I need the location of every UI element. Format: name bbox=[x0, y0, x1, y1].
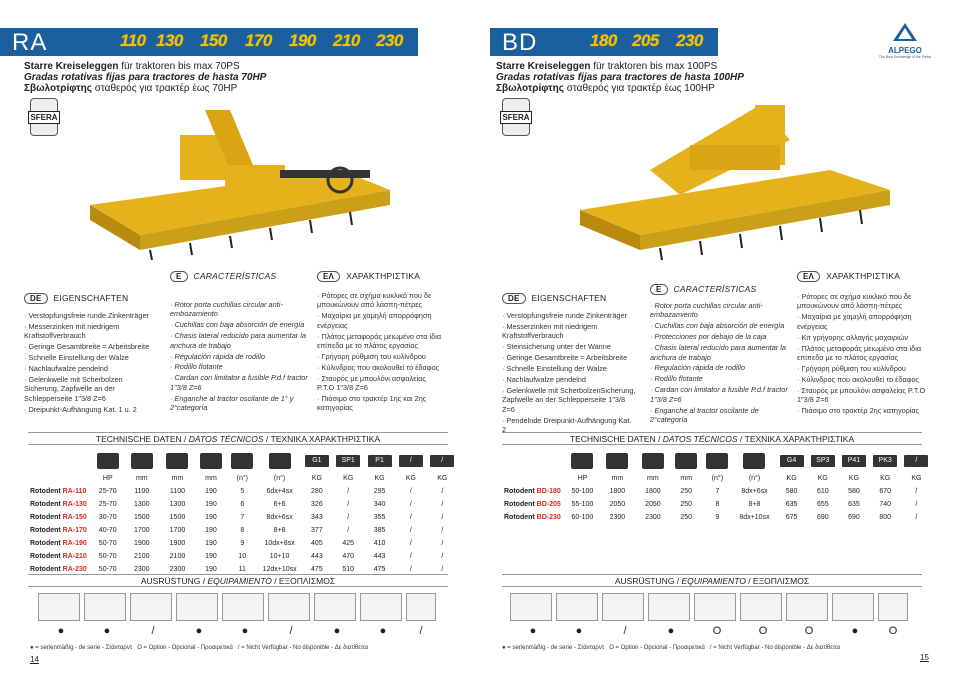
table-row bbox=[28, 537, 458, 550]
depth-icon bbox=[675, 453, 697, 469]
spec-value: 1500 bbox=[160, 511, 196, 524]
spec-value: 295 bbox=[364, 485, 395, 498]
spec-value: 12dx+10sx bbox=[258, 563, 301, 576]
spec-value: / bbox=[395, 485, 426, 498]
tractor-icon bbox=[97, 453, 119, 469]
left-model: 210 bbox=[333, 31, 360, 50]
feature: · Σταυρός με μπουλόνι ασφαλείας P.T.O 1"3/8 Z=6 bbox=[317, 373, 426, 393]
right-accessory-marks: ● ● / ● O O O ● O bbox=[529, 625, 898, 637]
spec-value: / bbox=[427, 524, 458, 537]
left-model: 130 bbox=[156, 31, 183, 50]
spec-value: / bbox=[427, 511, 458, 524]
rotors-icon bbox=[231, 453, 253, 469]
spec-value: 190 bbox=[195, 511, 226, 524]
depth-icon bbox=[200, 453, 222, 469]
right-es-title: E CARACTERÍSTICAS bbox=[650, 284, 756, 295]
feature: · Regulación rápida de rodillo bbox=[170, 351, 265, 361]
spec-value: 190 bbox=[195, 498, 226, 511]
spec-value: 405 bbox=[301, 537, 332, 550]
rotors-icon bbox=[706, 453, 728, 469]
spec-value: 2300 bbox=[160, 563, 196, 576]
left-machine-image bbox=[80, 110, 410, 260]
spec-value: 8+8 bbox=[258, 524, 301, 537]
left-tech-table bbox=[28, 450, 458, 577]
spec-value: 2300 bbox=[635, 511, 670, 524]
left-model: 190 bbox=[289, 31, 316, 50]
right-el-list bbox=[797, 292, 927, 417]
feature: · Κύλινδρος που ακολουθεί το έδαφος bbox=[317, 362, 440, 372]
right-model: 230 bbox=[676, 31, 703, 50]
spec-value: 190 bbox=[195, 524, 226, 537]
model-name: Rotodent BD-205 bbox=[502, 498, 565, 511]
spec-value: 190 bbox=[195, 537, 226, 550]
spec-value: 10+10 bbox=[258, 550, 301, 563]
working-width-icon bbox=[131, 453, 153, 469]
spec-value: 470 bbox=[333, 550, 364, 563]
spec-value: 50-70 bbox=[92, 537, 124, 550]
spec-value: 2050 bbox=[635, 498, 670, 511]
spec-value: 9 bbox=[702, 511, 733, 524]
spec-value: 6 bbox=[227, 498, 258, 511]
spec-value: 8 bbox=[702, 498, 733, 511]
right-es-list bbox=[650, 301, 792, 426]
gearbox-label: P41 bbox=[842, 455, 866, 467]
spec-value: 7 bbox=[702, 485, 733, 498]
blades-icon bbox=[269, 453, 291, 469]
accessory-image bbox=[786, 593, 828, 621]
right-de-list bbox=[502, 311, 637, 436]
spec-value: / bbox=[427, 550, 458, 563]
spec-value: 690 bbox=[838, 511, 869, 524]
left-es-title: E CARACTERÍSTICAS bbox=[170, 271, 276, 282]
model-name: Rotodent RA-130 bbox=[28, 498, 92, 511]
feature: · Rotor porta cuchillas circular anti-embozamiento bbox=[170, 300, 283, 319]
spec-value: 800 bbox=[870, 511, 901, 524]
spec-value: / bbox=[427, 498, 458, 511]
spec-value: 280 bbox=[301, 485, 332, 498]
right-subtitle: Starre Kreiseleggen für traktoren bis max 100PS Gradas rotativas fijas para tractores de hasta 100HP Σβωλοτρίφτης σταθερός για τρακτέρ έως 100HP bbox=[496, 61, 744, 94]
left-model: 110 bbox=[120, 31, 146, 50]
feature: · Verstopfungsfreie runde Zinkenträger bbox=[502, 311, 627, 320]
right-tech-header: TECHNISCHE DATEN / DATOS TÉCNICOS / ΤΕΧΝΙΚΑ ΧΑΡΑΚΤΗΡΙΣΤΙΚΑ bbox=[502, 432, 922, 445]
gearbox-label: P1 bbox=[368, 455, 392, 467]
feature: · Πλάτος μεταφοράς μειωμένο στα ίδια επίπεδα με το πλάτος εργασίας bbox=[797, 343, 922, 362]
spec-value: / bbox=[395, 563, 426, 576]
feature: · Schnelle Einstellung der Walze bbox=[24, 353, 129, 363]
feature: · Cuchillas con baja absorción de energía bbox=[170, 320, 305, 330]
feature: · Cardan con limitator a fusible P.d.f tractor 1"3/8 Z=6 bbox=[170, 373, 308, 392]
units-row: HP mm mm mm (n°) (n°) KG KG KG KG KG bbox=[102, 475, 448, 482]
feature: · Messerzinken mit niedrigem Kraftstoffverbrauch bbox=[24, 321, 120, 341]
right-el-title: ΕΛ ΧΑΡΑΚΤΗΡΙΣΤΙΚΑ bbox=[797, 271, 900, 282]
feature: · Κιτ γρήγορης αλλαγής μαχαιριών bbox=[797, 332, 909, 342]
model-name: Rotodent RA-210 bbox=[28, 550, 92, 563]
feature: · Chasis lateral reducido para aumentar la anchura de trabajo bbox=[650, 343, 786, 362]
spec-value: / bbox=[333, 524, 364, 537]
table-row bbox=[502, 485, 932, 498]
feature: · Nachlaufwalze pendelnd bbox=[24, 364, 108, 374]
spec-value: 580 bbox=[776, 485, 807, 498]
table-row bbox=[28, 511, 458, 524]
spec-value: 635 bbox=[776, 498, 807, 511]
feature: · Gelenkwelle mit Scherbolzen Sicherung, Zapfwelle an der Schlepperseite 1"3/8 Z=6 bbox=[24, 374, 123, 403]
feature: · Rodillo flotante bbox=[650, 374, 703, 384]
spec-value: 8dx+6sx bbox=[733, 485, 776, 498]
feature: · Pendelnde Dreipunkt-Aufhängung Kat. 2 bbox=[502, 415, 632, 434]
left-de-title: DE EIGENSCHAFTEN bbox=[24, 293, 128, 304]
spec-value: 343 bbox=[301, 511, 332, 524]
page-number-left: 14 bbox=[30, 655, 39, 664]
feature: · Πιάσιμο στο τρακτέρ 1ης και 2ης κατηγορίας bbox=[317, 394, 427, 413]
spec-value: 690 bbox=[807, 511, 838, 524]
spec-value: 7 bbox=[227, 511, 258, 524]
feature: · Γρήγορη ρύθμιση του κυλίνδρου bbox=[317, 351, 426, 361]
spec-value: 250 bbox=[671, 511, 702, 524]
sfera-logo: SFERA bbox=[30, 98, 58, 136]
spec-value: / bbox=[427, 485, 458, 498]
spec-value: 385 bbox=[364, 524, 395, 537]
spec-value: 8 bbox=[227, 524, 258, 537]
feature: · Cuchillas con baja absorción de energía bbox=[650, 321, 785, 331]
gearbox-label: G4 bbox=[780, 455, 804, 467]
model-name: Rotodent RA-150 bbox=[28, 511, 92, 524]
gearbox-label: / bbox=[904, 455, 928, 467]
table-row bbox=[502, 498, 932, 511]
feature: · Dreipunkt-Aufhängung Kat. 1 u. 2 bbox=[24, 404, 137, 414]
gearbox-label: / bbox=[399, 455, 423, 467]
spec-value: 1900 bbox=[124, 537, 160, 550]
working-width-icon bbox=[606, 453, 628, 469]
accessory-image bbox=[314, 593, 356, 621]
spec-value: 5 bbox=[227, 485, 258, 498]
spec-value: 1100 bbox=[160, 485, 196, 498]
table-row bbox=[502, 511, 932, 524]
model-name: Rotodent RA-110 bbox=[28, 485, 92, 498]
spec-value: 9 bbox=[227, 537, 258, 550]
tractor-icon bbox=[571, 453, 593, 469]
spec-value: 25-70 bbox=[92, 498, 124, 511]
spec-value: 475 bbox=[364, 563, 395, 576]
spec-value: / bbox=[395, 537, 426, 550]
feature: · Μαχαίρια με χαμηλή απορρόφηση ενέργειας bbox=[317, 311, 432, 330]
spec-value: 1100 bbox=[124, 485, 160, 498]
accessory-image bbox=[176, 593, 218, 621]
left-es-list bbox=[170, 300, 310, 414]
spec-value: 50-100 bbox=[565, 485, 599, 498]
feature: · Chasis lateral reducido para aumentar la anchura de trabajo bbox=[170, 331, 306, 350]
page-number-right: 15 bbox=[920, 653, 929, 662]
spec-value: 1300 bbox=[124, 498, 160, 511]
blades-icon bbox=[743, 453, 765, 469]
accessory-image bbox=[130, 593, 172, 621]
feature: · Enganche al tractor oscilante de 2°categoría bbox=[650, 405, 759, 424]
spec-value: 580 bbox=[838, 485, 869, 498]
feature: · Geringe Gesamtbreite = Arbeitsbreite bbox=[502, 353, 628, 363]
spec-value: 510 bbox=[333, 563, 364, 576]
accessory-image bbox=[268, 593, 310, 621]
right-model: 205 bbox=[632, 31, 659, 50]
spec-value: 326 bbox=[301, 498, 332, 511]
spec-value: 8dx+6sx bbox=[258, 511, 301, 524]
accessory-image bbox=[878, 593, 908, 621]
accessory-image bbox=[602, 593, 644, 621]
model-name: Rotodent RA-230 bbox=[28, 563, 92, 576]
left-el-list bbox=[317, 291, 445, 414]
spec-value: / bbox=[395, 524, 426, 537]
spec-value: 2100 bbox=[124, 550, 160, 563]
spec-value: 2300 bbox=[124, 563, 160, 576]
spec-value: 10 bbox=[227, 550, 258, 563]
spec-value: 8+8 bbox=[733, 498, 776, 511]
spec-value: 1700 bbox=[124, 524, 160, 537]
spec-value: 1500 bbox=[124, 511, 160, 524]
spec-value: 355 bbox=[364, 511, 395, 524]
table-row bbox=[28, 550, 458, 563]
spec-value: 6dx+4sx bbox=[258, 485, 301, 498]
accessory-image bbox=[406, 593, 436, 621]
accessory-image bbox=[694, 593, 736, 621]
feature: · Σταυρός με μπουλόνι ασφαλείας P.T.O 1"3/8 Z=6 bbox=[797, 385, 926, 405]
gearbox-label: / bbox=[430, 455, 454, 467]
feature: · Verstopfungsfreie runde Zinkenträger bbox=[24, 311, 149, 320]
feature: · Regulación rápida de rodillo bbox=[650, 363, 745, 373]
spec-value: / bbox=[333, 498, 364, 511]
accessory-image bbox=[556, 593, 598, 621]
spec-value: 55-100 bbox=[565, 498, 599, 511]
table-row bbox=[28, 524, 458, 537]
left-de-list bbox=[24, 311, 152, 416]
left-title-bar bbox=[0, 28, 418, 56]
model-name: Rotodent RA-190 bbox=[28, 537, 92, 550]
feature: · Πλάτος μεταφοράς μειωμένο στα ίδια επίπεδα με το πλάτος εργασίας bbox=[317, 331, 442, 351]
right-de-title: DE EIGENSCHAFTEN bbox=[502, 293, 606, 304]
spec-value: 190 bbox=[195, 550, 226, 563]
left-tech-header: TECHNISCHE DATEN / DATOS TÉCNICOS / ΤΕΧΝΙΚΑ ΧΑΡΑΚΤΗΡΙΣΤΙΚΑ bbox=[28, 432, 448, 445]
feature: · Ρότορες σε σχήμα κυκλικό που δε μπουκώνουν από λάσπη-πέτρες bbox=[797, 292, 912, 311]
gearbox-label: SP1 bbox=[336, 455, 360, 467]
accessory-image bbox=[510, 593, 552, 621]
feature: · Rodillo flotante bbox=[170, 362, 223, 372]
spec-value: 475 bbox=[301, 563, 332, 576]
spec-value: / bbox=[427, 563, 458, 576]
spec-value: / bbox=[333, 511, 364, 524]
spec-value: 8dx+10sx bbox=[733, 511, 776, 524]
spec-value: / bbox=[333, 485, 364, 498]
spec-value: 740 bbox=[870, 498, 901, 511]
table-row bbox=[28, 498, 458, 511]
alpego-triangle-icon bbox=[892, 22, 918, 42]
left-model: 150 bbox=[200, 31, 227, 50]
accessory-image bbox=[832, 593, 874, 621]
spec-value: 2300 bbox=[600, 511, 635, 524]
spec-value: / bbox=[901, 498, 932, 511]
right-accessory-images bbox=[510, 593, 908, 621]
spec-value: 2100 bbox=[160, 550, 196, 563]
accessory-image bbox=[648, 593, 690, 621]
spec-value: / bbox=[901, 485, 932, 498]
model-name: Rotodent BD-180 bbox=[502, 485, 565, 498]
spec-value: 6+6 bbox=[258, 498, 301, 511]
spec-value: 1800 bbox=[635, 485, 670, 498]
feature: · Protecciones por debajo de la caja bbox=[650, 332, 767, 342]
left-el-title: ΕΛ ΧΑΡΑΚΤΗΡΙΣΤΙΚΑ bbox=[317, 271, 420, 282]
feature: · Μαχαίρια με χαμηλή απορρόφηση ενέργειας bbox=[797, 312, 912, 331]
spec-value: 250 bbox=[671, 485, 702, 498]
table-row bbox=[28, 485, 458, 498]
spec-value: 1900 bbox=[160, 537, 196, 550]
feature: · Schnelle Einstellung der Walze bbox=[502, 364, 607, 374]
spec-value: 10dx+8sx bbox=[258, 537, 301, 550]
spec-value: 635 bbox=[838, 498, 869, 511]
accessory-image bbox=[360, 593, 402, 621]
spec-value: 377 bbox=[301, 524, 332, 537]
feature: · Κύλινδρος που ακολουθεί το έδαφος bbox=[797, 374, 920, 384]
spec-value: 190 bbox=[195, 563, 226, 576]
spec-value: / bbox=[395, 550, 426, 563]
total-width-icon bbox=[166, 453, 188, 469]
spec-value: 1300 bbox=[160, 498, 196, 511]
spec-value: 50-70 bbox=[92, 550, 124, 563]
spec-value: 610 bbox=[807, 485, 838, 498]
feature: · Messerzinken mit niedrigem Kraftstoffverbrauch bbox=[502, 321, 598, 341]
spec-value: 1800 bbox=[600, 485, 635, 498]
spec-value: 443 bbox=[364, 550, 395, 563]
feature: · Cardan con limitator a fusible P.d.f tractor 1"3/8 Z=6 bbox=[650, 385, 788, 404]
spec-value: 670 bbox=[870, 485, 901, 498]
feature: · Enganche al tractor oscilante de 1° y 2°categoría bbox=[170, 393, 294, 413]
total-width-icon bbox=[642, 453, 664, 469]
accessory-image bbox=[740, 593, 782, 621]
spec-value: / bbox=[427, 537, 458, 550]
spec-value: 40-70 bbox=[92, 524, 124, 537]
model-name: Rotodent RA-170 bbox=[28, 524, 92, 537]
right-model: 180 bbox=[590, 31, 617, 50]
spec-value: 675 bbox=[776, 511, 807, 524]
spec-value: / bbox=[395, 498, 426, 511]
feature: · Geringe Gesamtbreite = Arbeitsbreite bbox=[24, 342, 150, 352]
gearbox-label: G1 bbox=[305, 455, 329, 467]
accessory-image bbox=[222, 593, 264, 621]
spec-value: 443 bbox=[301, 550, 332, 563]
sfera-logo: SFERA bbox=[502, 98, 530, 136]
left-accessory-marks: ● ● / ● ● / ● ● / bbox=[57, 625, 423, 637]
feature: · Ρότορες σε σχήμα κυκλικό που δε μπουκώνουν από λάσπη-πέτρες bbox=[317, 291, 432, 310]
spec-value: 2050 bbox=[600, 498, 635, 511]
units-row: HP mm mm mm (n°) (n°) KG KG KG KG KG bbox=[577, 475, 922, 482]
feature: · Πιάσιμο στο τρακτέρ 2ης κατηγορίας bbox=[797, 405, 920, 415]
right-title-bar bbox=[490, 28, 718, 56]
spec-value: 190 bbox=[195, 485, 226, 498]
spec-value: 410 bbox=[364, 537, 395, 550]
accessory-image bbox=[84, 593, 126, 621]
right-tech-table bbox=[502, 450, 932, 525]
feature: · Γρήγορη ρύθμιση του κυλίνδρου bbox=[797, 363, 906, 373]
model-name: Rotodent BD-230 bbox=[502, 511, 565, 524]
spec-value: 50-70 bbox=[92, 563, 124, 576]
accessory-image bbox=[38, 593, 80, 621]
spec-value: / bbox=[901, 511, 932, 524]
left-series-code: RA bbox=[12, 29, 48, 56]
left-subtitle: Starre Kreiseleggen für traktoren bis max 70PS Gradas rotativas fijas para tractores de hasta 70HP Σβωλοτρίφτης σταθερός για τρακτέρ έως 70HP bbox=[24, 61, 267, 94]
spec-value: 340 bbox=[364, 498, 395, 511]
feature: · Rotor porta cuchillas circular anti-embozamiento bbox=[650, 301, 763, 320]
spec-value: 30-70 bbox=[92, 511, 124, 524]
left-legend: ● = serienmäßig - de serie - Στάνταρντ O = Option - Opcional - Προαιρετικά / = Nicht Verfügbar - No disponible - Δε διατίθεται bbox=[30, 645, 369, 651]
spec-value: 250 bbox=[671, 498, 702, 511]
spec-value: 1700 bbox=[160, 524, 196, 537]
spec-value: 60-100 bbox=[565, 511, 599, 524]
left-model: 170 bbox=[245, 31, 272, 50]
right-series-code: BD bbox=[502, 29, 538, 56]
spec-value: 11 bbox=[227, 563, 258, 576]
right-accessories-header: AUSRÜSTUNG / EQUIPAMIENTO / ΕΞΟΠΛΙΣΜΟΣ bbox=[502, 574, 922, 587]
feature: · Steinsicherung unter der Wanne bbox=[502, 342, 611, 352]
spec-value: 425 bbox=[333, 537, 364, 550]
left-accessory-images bbox=[38, 593, 436, 621]
feature: · Gelenkwelle mit ScherbolzenSicherung, Zapfwelle an der Schlepperseite 1"3/8 Z=6 bbox=[502, 385, 636, 414]
spec-value: / bbox=[395, 511, 426, 524]
right-legend: ● = serienmäßig - de serie - Στάνταρντ O = Option - Opcional - Προαιρετικά / = Nicht Verfügbar - No disponible - Δε διατίθεται bbox=[502, 645, 841, 651]
alpego-logo: ALPEGO The Best Knowledge in the Fields bbox=[878, 22, 932, 56]
left-model: 230 bbox=[376, 31, 403, 50]
right-machine-image bbox=[560, 100, 920, 260]
gearbox-label: PK3 bbox=[873, 455, 897, 467]
spec-value: 655 bbox=[807, 498, 838, 511]
gearbox-label: SP3 bbox=[811, 455, 835, 467]
feature: · Nachlaufwalze pendelnd bbox=[502, 374, 586, 384]
spec-value: 25-70 bbox=[92, 485, 124, 498]
left-accessories-header: AUSRÜSTUNG / EQUIPAMIENTO / ΕΞΟΠΛΙΣΜΟΣ bbox=[28, 574, 448, 587]
